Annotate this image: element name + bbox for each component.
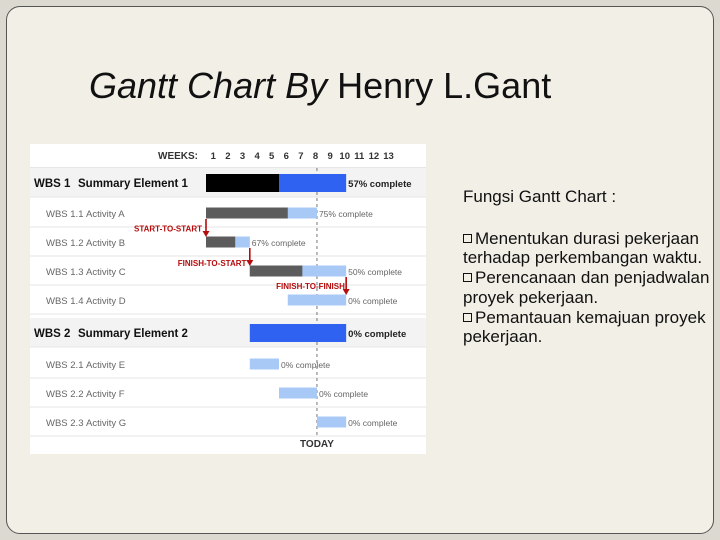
bullet-3-checkbox-icon <box>463 313 472 322</box>
week-tick-label: 2 <box>225 151 231 162</box>
title-italic: Gantt Chart By <box>89 65 328 106</box>
activity-name-label: Activity A <box>86 209 125 220</box>
dependency-arrowhead <box>203 231 210 237</box>
week-tick-label: 10 <box>339 151 350 162</box>
activity-wbs-label: WBS 2.2 <box>46 389 84 400</box>
activity-wbs-label: WBS 1.1 <box>46 209 84 220</box>
week-tick-label: 6 <box>283 151 289 162</box>
activity-name-label: Activity C <box>86 267 126 278</box>
percent-complete-label: 0% complete <box>348 329 407 340</box>
percent-complete-label: 0% complete <box>348 418 398 428</box>
percent-complete-label: 0% complete <box>348 296 398 306</box>
percent-complete-label: 50% complete <box>348 267 403 277</box>
progress-fill <box>250 266 303 277</box>
activity-name-label: Activity B <box>86 238 126 249</box>
gantt-chart-image <box>30 144 426 454</box>
activity-bar <box>317 417 346 428</box>
progress-fill <box>206 208 288 219</box>
activity-wbs-label: WBS 1.3 <box>46 267 84 278</box>
dependency-arrowhead <box>246 260 253 266</box>
activity-bar <box>288 295 346 306</box>
summary-wbs-label: WBS 1 <box>34 178 71 190</box>
bullet-1 <box>463 229 720 268</box>
bullet-1-checkbox-icon <box>463 234 472 243</box>
activity-wbs-label: WBS 2.1 <box>46 360 84 371</box>
dependency-label: FINISH-TO-FINISH <box>276 282 345 291</box>
week-tick-label: 1 <box>210 151 216 162</box>
week-tick-label: 9 <box>327 151 333 162</box>
bullet-3 <box>463 308 720 347</box>
bullet-1-text: Menentukan durasi pekerjaan terhadap perkembangan waktu. <box>463 228 703 268</box>
today-label: TODAY <box>300 439 334 450</box>
percent-complete-label: 0% complete <box>281 360 331 370</box>
summary-wbs-label: WBS 2 <box>34 328 71 340</box>
slide-title <box>89 65 551 107</box>
summary-name-label: Summary Element 1 <box>78 178 188 190</box>
percent-complete-label: 0% complete <box>318 389 369 399</box>
bullet-2-text: Perencanaan dan penjadwalan proyek pekerjaan. <box>463 268 710 307</box>
activity-bar <box>279 388 317 399</box>
side-heading: Fungsi Gantt Chart : <box>463 187 617 206</box>
progress-fill <box>206 174 279 192</box>
percent-complete-label: 67% complete <box>251 238 306 248</box>
weeks-label: WEEKS: <box>158 151 198 162</box>
week-tick-label: 11 <box>354 151 365 162</box>
activity-name-label: Activity F <box>86 389 125 400</box>
bullet-3-text: Pemantauan kemajuan proyek pekerjaan. <box>463 307 706 347</box>
week-tick-label: 13 <box>383 151 394 162</box>
title-name: Henry L.Gant <box>337 65 552 106</box>
week-tick-label: 12 <box>368 151 380 162</box>
dependency-label: START-TO-START <box>134 224 202 234</box>
week-tick-label: 3 <box>239 151 246 162</box>
progress-fill <box>206 237 235 248</box>
gantt-chart-svg <box>30 144 426 454</box>
week-tick-label: 7 <box>298 151 304 162</box>
summary-bar <box>250 324 346 342</box>
percent-complete-label: 75% complete <box>318 209 373 219</box>
bullet-2 <box>463 268 720 307</box>
activity-name-label: Activity D <box>86 296 126 307</box>
week-tick-label: 4 <box>254 151 260 162</box>
activity-name-label: Activity E <box>86 360 126 371</box>
percent-complete-label: 57% complete <box>348 179 412 190</box>
summary-name-label: Summary Element 2 <box>78 328 188 340</box>
bullet-2-checkbox-icon <box>463 273 472 282</box>
dependency-label: FINISH-TO-START <box>177 259 247 268</box>
activity-name-label: Activity G <box>86 418 127 429</box>
week-tick-label: 8 <box>312 151 319 162</box>
activity-wbs-label: WBS 1.2 <box>46 238 84 249</box>
side-text <box>463 187 720 347</box>
activity-wbs-label: WBS 2.3 <box>46 418 84 429</box>
week-tick-label: 5 <box>269 151 275 162</box>
activity-wbs-label: WBS 1.4 <box>46 296 84 307</box>
activity-bar <box>250 359 279 370</box>
